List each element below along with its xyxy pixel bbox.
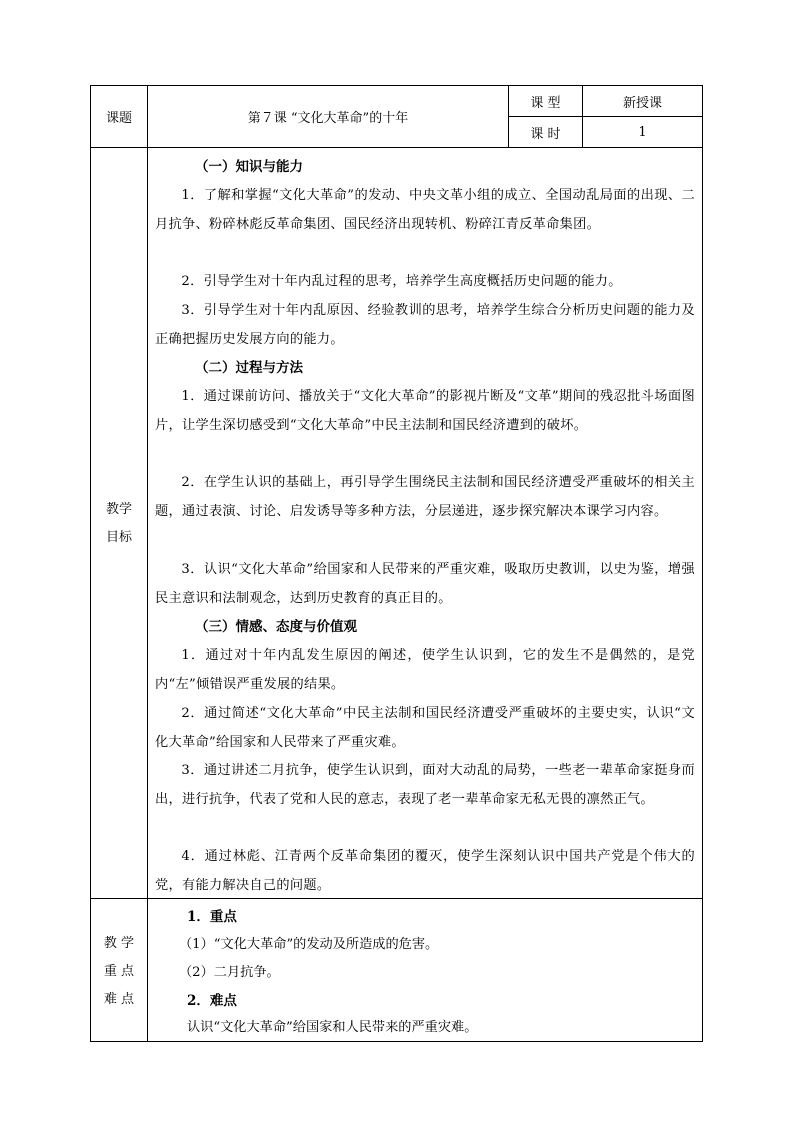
objective-paragraph: 2．引导学生对十年内乱过程的思考，培养学生高度概括历史问题的能力。 [181,274,622,289]
keypoints-label-3: 难 点 [103,992,135,1007]
key-item: （2）二月抗争。 [179,965,280,980]
objective-paragraph: 2．在学生认识的基础上，再引导学生围绕民主法制和国民经济遭受严重破坏的相关主题，通过表演、讨论、启发诱导等多种方法，分层递进，逐步探究解决本课学习内容。 [155,475,695,519]
objectives-label-2: 目标 [105,530,132,545]
objective-paragraph: 3．通过讲述二月抗争，使学生认识到，面对大动乱的局势，一些老一辈革命家挺身而出，进行抗争，代表了党和人民的意志，表现了老一辈革命家无私无畏的凛然正气。 [155,763,695,807]
objective-paragraph: 4．通过林彪、江青两个反革命集团的覆灭，使学生深刻认识中国共产党是个伟大的党，有能力解决自己的问题。 [155,849,695,893]
objectives-label-1: 教学 [105,502,132,517]
type-label: 课 型 [530,95,561,111]
keypoints-label-2: 重 点 [103,964,135,979]
objective-paragraph: 3．引导学生对十年内乱原因、经验教训的思考，培养学生综合分析历史问题的能力及正确把握历史发展方向的能力。 [155,303,695,347]
hours-label: 课 时 [530,126,561,142]
difficult-text: 认识“文化大革命”给国家和人民带来的严重灾难。 [187,1020,478,1035]
hours-value: 1 [638,124,647,140]
objective-paragraph: 3．认识“文化大革命”给国家和人民带来的严重灾难，吸取历史教训，以史为鉴，增强民主意识和法制观念，达到历史教育的真正目的。 [155,562,695,606]
key-item: （1）“文化大革命”的发动及所造成的危害。 [179,937,439,952]
topic-label: 课题 [105,111,132,126]
type-value: 新授课 [622,95,662,111]
key-heading: 1．重点 [187,909,237,925]
objective-paragraph: 1．了解和掌握“文化大革命”的发动、中央文革小组的成立、全国动乱局面的出现、二月抗争、粉碎林彪反革命集团、国民经济出现转机、粉碎江青反革命集团。 [155,188,695,232]
row-divider-header [90,147,703,148]
objective-paragraph: 1．通过课前访问、播放关于“文化大革命”的影视片断及“文革”期间的残忍批斗场面图片，让学生深切感受到“文化大革命”中民主法制和国民经济遭到的破坏。 [155,389,695,433]
objective-paragraph: 1．通过对十年内乱发生原因的阐述，使学生认识到，它的发生不是偶然的，是党内“左”倾错误严重发展的结果。 [155,648,695,692]
objective-paragraph: 2．通过简述“文化大革命”中民主法制和国民经济遭受严重破坏的主要史实，认识“文化大革命”给国家和人民带来了严重灾难。 [155,706,695,750]
difficult-heading: 2．难点 [187,993,237,1009]
topic-value: 第７课 “文化大革命”的十年 [247,111,409,126]
section-heading-attitude: （三）情感、态度与价值观 [195,619,357,635]
keypoints-label-1: 教 学 [103,936,135,951]
section-heading-knowledge: （一）知识与能力 [195,159,303,175]
section-heading-process: （二）过程与方法 [195,360,303,376]
